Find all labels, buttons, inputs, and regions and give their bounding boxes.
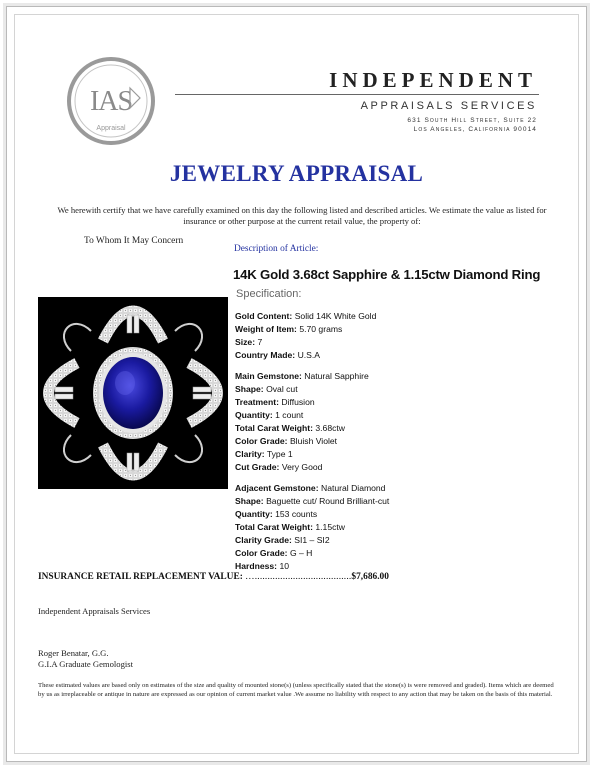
item-title: 14K Gold 3.68ct Sapphire & 1.15ctw Diamond Ring xyxy=(233,267,541,282)
spec-row: Total Carat Weight: 1.15ctw xyxy=(235,522,346,532)
spec-row: Clarity: Type 1 xyxy=(235,449,293,459)
company-subtitle: APPRAISALS SERVICES xyxy=(360,100,537,112)
spec-row: Color Grade: Bluish Violet xyxy=(235,436,338,446)
appraiser-block xyxy=(38,648,133,670)
company-address xyxy=(329,116,537,134)
page-title: JEWELRY APPRAISAL xyxy=(169,161,424,186)
spec-row: Gold Content: Solid 14K White Gold xyxy=(235,311,377,321)
ring-photo xyxy=(38,297,228,489)
spec-row: Color Grade: G – H xyxy=(235,548,313,558)
address-line-1: 631 South Hill Street, Suite 22 xyxy=(407,117,537,124)
description-label: Description of Article: xyxy=(234,244,319,254)
spec-row: Clarity Grade: SI1 – SI2 xyxy=(235,535,330,545)
appraiser-name: Roger Benatar, G.G. xyxy=(38,648,109,658)
spec-row: Hardness: 10 xyxy=(235,561,289,571)
spec-row: Quantity: 153 counts xyxy=(235,509,318,519)
spec-row: Weight of Item: 5.70 grams xyxy=(235,324,343,334)
ias-logo xyxy=(66,56,156,146)
disclaimer: These estimated values are based only on estimates of the size and quality of mounted stone(s) (unless specifically stated that the stone(s) is were removed and graded). Items which are deemed by us as irreplaceable or antique in nature are expressed as our opinion of current market value .We assume no liability with respect to any action that may be taken on the basis of this material. xyxy=(38,682,554,698)
recipient: To Whom It May Concern xyxy=(84,236,184,246)
spec-row: Size: 7 xyxy=(235,337,263,347)
company-name: INDEPENDENT xyxy=(329,68,537,92)
spec-row: Adjacent Gemstone: Natural Diamond xyxy=(235,483,386,493)
specification-label: Specification: xyxy=(236,288,302,300)
company-block xyxy=(329,68,537,134)
specifications xyxy=(235,310,389,573)
ring-image xyxy=(38,297,228,489)
spec-row: Shape: Baguette cut/ Round Brilliant-cut xyxy=(235,496,390,506)
logo-subtext: Appraisal xyxy=(96,125,126,132)
insurance-value-label: INSURANCE RETAIL REPLACEMENT VALUE: xyxy=(38,572,243,582)
logo-text: IAS xyxy=(89,86,133,117)
spec-row: Cut Grade: Very Good xyxy=(235,462,323,472)
sapphire-stone xyxy=(103,357,163,429)
spec-row: Quantity: 1 count xyxy=(235,410,304,420)
insurance-value xyxy=(38,572,389,582)
insurance-value-dots: …...................................... xyxy=(245,572,352,582)
footer-company: Independent Appraisals Services xyxy=(38,606,151,616)
spec-row: Main Gemstone: Natural Sapphire xyxy=(235,371,369,381)
certification-text: We herewith certify that we have carefully examined on this day the following listed and described articles. We estimate the value as listed for insurance or other purpose at the current retail value, the property of: xyxy=(57,205,547,226)
insurance-value-amount: $7,686.00 xyxy=(351,572,389,582)
spec-row: Shape: Oval cut xyxy=(235,384,298,394)
spec-row: Country Made: U.S.A xyxy=(235,350,321,360)
address-line-2: Los Angeles, California 90014 xyxy=(413,126,537,133)
spec-row: Total Carat Weight: 3.68ctw xyxy=(235,423,346,433)
spec-row: Treatment: Diffusion xyxy=(235,397,315,407)
appraiser-title: G.I.A Graduate Gemologist xyxy=(38,659,133,669)
